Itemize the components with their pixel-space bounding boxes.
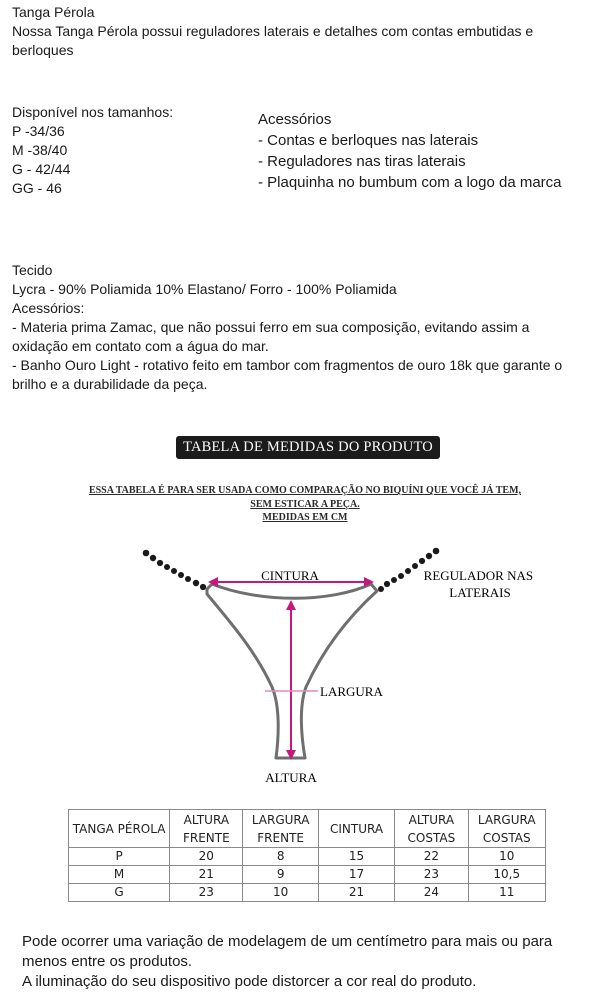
table-cell: 11 [468, 884, 545, 902]
accessories-block [258, 109, 588, 193]
label-largura: LARGURA [320, 684, 383, 699]
table-cell: M [69, 866, 170, 884]
accessory-item: - Reguladores nas tiras laterais [258, 153, 466, 170]
footer-variation-note: Pode ocorrer uma variação de modelagem de um centímetro para mais ou para menos entre os produtos. [22, 933, 553, 970]
label-altura: ALTURA [265, 770, 317, 785]
size-item: M -38/40 [12, 142, 68, 158]
bead-string-left-icon [143, 550, 206, 590]
product-description: Nossa Tanga Pérola possui reguladores laterais e detalhes com contas embutidas e berloques [12, 23, 534, 58]
measure-note-line: SEM ESTICAR A PEÇA. [250, 498, 360, 510]
accessory-item: - Contas e berloques nas laterais [258, 132, 479, 149]
header-cell: LARGURA COSTAS [468, 810, 545, 848]
sizes-heading: Disponível nos tamanhos: [12, 104, 174, 120]
bikini-diagram [0, 530, 600, 800]
footer-lighting-note: A iluminação do seu dispositivo pode distorcer a cor real do produto. [22, 973, 477, 990]
table-cell: 20 [170, 848, 243, 866]
label-regulador-line-1: REGULADOR NAS [423, 568, 534, 583]
label-cintura: CINTURA [261, 568, 319, 583]
accessory-item: - Plaquinha no bumbum com a logo da marca [258, 174, 562, 191]
table-cell: 8 [243, 848, 318, 866]
size-item: G - 42/44 [12, 161, 71, 177]
table-cell: 17 [318, 866, 394, 884]
table-row [69, 884, 546, 902]
header-cell: ALTURA COSTAS [395, 810, 468, 848]
table-cell: 23 [395, 866, 468, 884]
label-regulador-line-2: LATERAIS [449, 585, 511, 600]
footer-notes [22, 932, 592, 992]
sizes-block [12, 103, 242, 198]
accessories-heading: Acessórios [258, 111, 332, 128]
table-cell: G [69, 884, 170, 902]
table-cell: 9 [243, 866, 318, 884]
header-cell: ALTURA FRENTE [170, 810, 243, 848]
fabric-note: - Banho Ouro Light - rotativo feito em tambor com fragmentos de ouro 18k que garante o brilho e a durabilidade da peça. [12, 357, 563, 392]
fabric-accessories-heading: Acessórios: [12, 300, 85, 316]
measure-note [40, 484, 570, 525]
measure-table-banner: TABELA DE MEDIDAS DO PRODUTO [176, 436, 440, 459]
fabric-note: - Materia prima Zamac, que não possui ferro em sua composição, evitando assim a oxidação em contato com a água do mar. [12, 319, 530, 354]
size-table-header-row [69, 810, 546, 848]
product-title: Tanga Pérola [12, 4, 95, 20]
table-cell: 15 [318, 848, 394, 866]
table-cell: 10 [468, 848, 545, 866]
table-cell: 21 [318, 884, 394, 902]
measure-note-line: ESSA TABELA É PARA SER USADA COMO COMPARAÇÃO NO BIQUÍNI QUE VOCÊ JÁ TEM, [88, 485, 522, 496]
table-cell: 22 [395, 848, 468, 866]
size-item: GG - 46 [12, 180, 62, 196]
table-cell: 21 [170, 866, 243, 884]
table-row [69, 848, 546, 866]
label-regulador [424, 568, 537, 600]
size-table [68, 809, 546, 902]
header-cell: CINTURA [318, 810, 394, 848]
table-cell: 10 [243, 884, 318, 902]
table-cell: 10,5 [468, 866, 545, 884]
table-row [69, 866, 546, 884]
table-cell: P [69, 848, 170, 866]
size-item: P -34/36 [12, 123, 65, 139]
header-cell: LARGURA FRENTE [243, 810, 318, 848]
fabric-composition: Lycra - 90% Poliamida 10% Elastano/ Forro - 100% Poliamida [12, 281, 397, 297]
measure-note-line: MEDIDAS EM CM [262, 512, 348, 523]
header-cell: TANGA PÉROLA [69, 810, 170, 848]
table-cell: 23 [170, 884, 243, 902]
fabric-block [12, 261, 587, 394]
fabric-heading: Tecido [12, 262, 53, 278]
table-cell: 24 [395, 884, 468, 902]
